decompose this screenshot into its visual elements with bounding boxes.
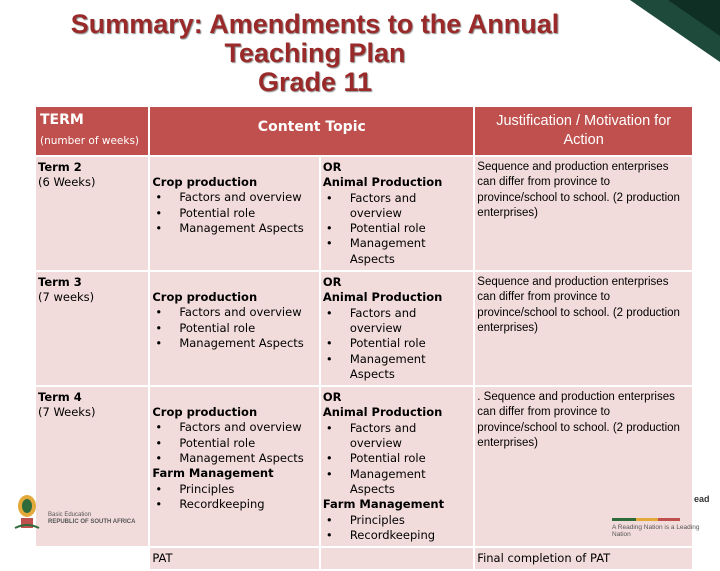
list-item: • Potential role xyxy=(323,451,471,466)
term-cell xyxy=(36,157,148,270)
animal-title: Animal Production xyxy=(322,175,443,190)
slogan-text: A Reading Nation is a Leading Nation xyxy=(612,524,700,538)
crop-list xyxy=(152,420,317,466)
pat-row xyxy=(36,548,692,569)
pat-justification-cell: Final completion of PAT xyxy=(475,548,692,569)
table-row xyxy=(36,272,692,385)
header-term-sub: (number of weeks) xyxy=(40,135,140,147)
list-item: • Management Aspects xyxy=(152,336,317,351)
animal-cell xyxy=(321,272,473,385)
header-justification-label: Justification / Motivation for Action xyxy=(496,113,672,148)
term-weeks: (7 Weeks) xyxy=(38,405,96,420)
animal-list xyxy=(323,421,471,497)
slogan-bar-green xyxy=(612,518,636,521)
dept-line-1: Basic Education xyxy=(48,512,92,518)
list-item: • Factors and overview xyxy=(323,421,471,452)
list-item: • Principles xyxy=(323,513,471,528)
pat-empty-cell xyxy=(36,548,148,569)
term-name: Term 3 xyxy=(38,275,82,290)
slogan-logo xyxy=(610,488,720,538)
list-item: • Management Aspects xyxy=(323,467,471,498)
animal-title: Animal Production xyxy=(322,405,443,420)
justification-cell: Sequence and production enterprises can differ from province to province/school to school. (2 production enterprises) xyxy=(475,157,692,270)
farm-list xyxy=(323,513,471,544)
list-item: • Factors and overview xyxy=(152,190,317,205)
list-item: • Management Aspects xyxy=(152,221,317,236)
header-topic xyxy=(150,107,473,155)
slogan-bar-yellow xyxy=(636,518,658,521)
page-title xyxy=(50,10,580,97)
header-row xyxy=(36,107,692,155)
header-topic-label: Content Topic xyxy=(257,119,366,135)
pat-empty-topic-cell xyxy=(321,548,473,569)
term-weeks: (6 Weeks) xyxy=(38,175,96,190)
logo-fragment: ead xyxy=(694,494,710,504)
title-line-1: Summary: Amendments to the Annual xyxy=(70,9,560,39)
list-item: • Management Aspects xyxy=(323,236,471,267)
coat-of-arms-icon xyxy=(12,492,42,532)
list-item: • Management Aspects xyxy=(152,451,317,466)
crop-list xyxy=(152,305,317,351)
term-name: Term 2 xyxy=(38,160,82,174)
list-item: • Factors and overview xyxy=(152,305,317,320)
or-label: OR xyxy=(322,390,342,405)
title-line-3: Grade 11 xyxy=(257,67,373,97)
list-item: • Potential role xyxy=(323,336,471,351)
list-item: • Recordkeeping xyxy=(152,497,317,512)
crop-title: Crop production xyxy=(152,175,258,189)
list-item: • Factors and overview xyxy=(323,191,471,222)
corner-decoration-inner xyxy=(668,0,720,36)
crop-list xyxy=(152,190,317,236)
justification-cell: Sequence and production enterprises can differ from province to province/school to school. (2 production enterprises) xyxy=(475,272,692,385)
animal-list xyxy=(323,191,471,267)
header-term-label: TERM xyxy=(40,112,84,128)
farm-list xyxy=(152,482,317,513)
list-item: • Factors and overview xyxy=(323,306,471,337)
table-row xyxy=(36,157,692,270)
list-item: • Potential role xyxy=(152,436,317,451)
justification-cell: . Sequence and production enterprises can differ from province to province/school to school. (2 production enterprises) xyxy=(475,387,692,546)
list-item: • Management Aspects xyxy=(323,352,471,383)
term-name: Term 4 xyxy=(38,390,82,405)
animal-cell xyxy=(321,387,473,546)
list-item: • Potential role xyxy=(152,321,317,336)
or-label: OR xyxy=(322,275,342,290)
farm-title: Farm Management xyxy=(322,497,445,512)
list-item: • Potential role xyxy=(152,206,317,221)
title-line-2: Teaching Plan xyxy=(224,38,406,68)
list-item: • Potential role xyxy=(323,221,471,236)
crop-cell xyxy=(150,387,319,546)
list-item: • Recordkeeping xyxy=(323,528,471,543)
dept-logo xyxy=(8,488,158,538)
crop-cell xyxy=(150,157,319,270)
crop-title: Crop production xyxy=(152,290,258,305)
animal-title: Animal Production xyxy=(322,290,443,305)
header-justification xyxy=(475,107,692,155)
animal-cell xyxy=(321,157,473,270)
animal-list xyxy=(323,306,471,382)
term-cell xyxy=(36,272,148,385)
or-label: OR xyxy=(322,160,342,174)
crop-title: Crop production xyxy=(152,405,258,420)
list-item: • Principles xyxy=(152,482,317,497)
dept-line-2: REPUBLIC OF SOUTH AFRICA xyxy=(48,519,136,525)
header-term xyxy=(36,107,148,155)
slogan-bar-red xyxy=(658,518,680,521)
crop-cell xyxy=(150,272,319,385)
list-item: • Factors and overview xyxy=(152,420,317,435)
farm-title: Farm Management xyxy=(152,466,274,481)
term-weeks: (7 weeks) xyxy=(38,290,95,305)
pat-cell: PAT xyxy=(150,548,319,569)
